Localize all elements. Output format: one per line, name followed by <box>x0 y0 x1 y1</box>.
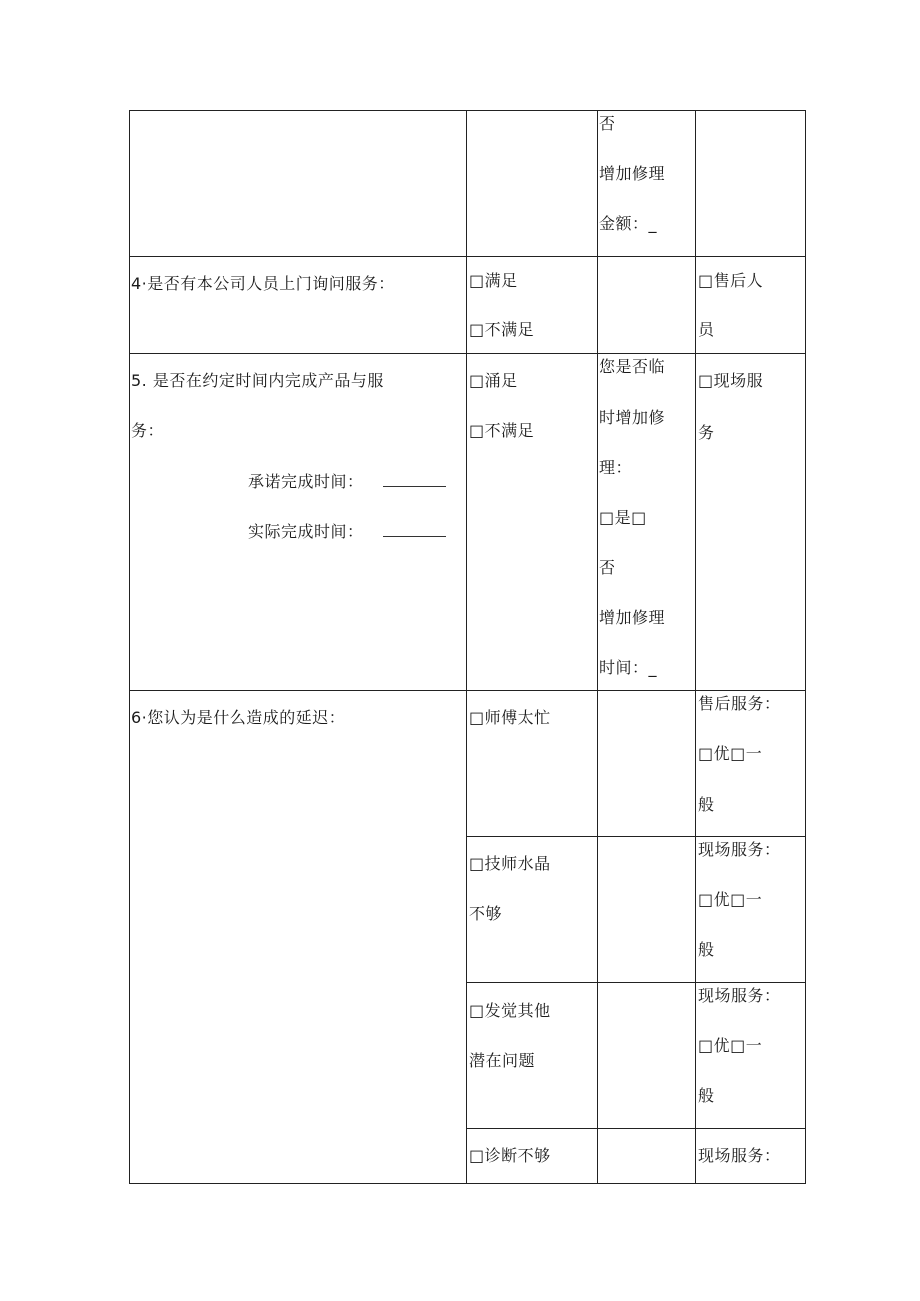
column-divider <box>597 110 598 1184</box>
subrow-divider <box>466 982 806 983</box>
table-border-bottom <box>129 1183 806 1184</box>
cell-text: 理： <box>599 458 633 477</box>
cell-text: 时增加修 <box>599 408 666 427</box>
cell-text: 务 <box>698 423 715 442</box>
cell-text: 否 <box>599 558 616 577</box>
table-border-right <box>805 110 806 1184</box>
rating-options[interactable]: □优□一 <box>698 890 763 909</box>
option-reason[interactable]: □师傅太忙 <box>469 708 551 727</box>
option-yes-no[interactable]: □是□ <box>599 508 647 527</box>
row-divider <box>129 690 806 691</box>
question-5-cont: 务： <box>131 421 165 440</box>
cell-text: 般 <box>698 940 715 959</box>
option-satisfied[interactable]: □涌足 <box>469 371 518 390</box>
promised-time-label: 承诺完成时间： <box>248 472 364 491</box>
cell-text: 不够 <box>469 904 503 923</box>
cell-text: 售后服务： <box>698 694 781 713</box>
cell-text: 潜在问题 <box>469 1051 536 1070</box>
question-4: 4·是否有本公司人员上门询问服务： <box>131 274 395 293</box>
cell-text: 员 <box>698 320 715 339</box>
subrow-divider <box>466 836 806 837</box>
question-5: 5. 是否在约定时间内完成产品与服 <box>131 371 384 390</box>
promised-time-field[interactable] <box>383 472 446 492</box>
option-reason[interactable]: □诊断不够 <box>469 1146 551 1165</box>
table-border-left <box>129 110 130 1184</box>
cell-text: 否 <box>599 114 616 133</box>
option-aftersales-staff[interactable]: □售后人 <box>698 271 764 290</box>
cell-text: 金额：_ <box>599 214 658 233</box>
option-unsatisfied[interactable]: □不满足 <box>469 320 535 339</box>
cell-text: 现场服务： <box>698 986 781 1005</box>
option-reason[interactable]: □发觉其他 <box>469 1001 551 1020</box>
option-onsite-service[interactable]: □现场服 <box>698 371 764 390</box>
cell-text: 您是否临 <box>599 357 666 376</box>
column-divider <box>695 110 696 1184</box>
option-reason[interactable]: □技师水晶 <box>469 854 551 873</box>
question-6: 6·您认为是什么造成的延迟： <box>131 708 346 727</box>
actual-time-label: 实际完成时间： <box>248 522 364 541</box>
cell-text: 般 <box>698 1086 715 1105</box>
actual-time-field[interactable] <box>383 522 446 542</box>
column-divider <box>466 110 467 1184</box>
table-border-top <box>129 110 806 111</box>
cell-text: 般 <box>698 795 715 814</box>
cell-text: 时间：_ <box>599 658 658 677</box>
row-divider <box>129 353 806 354</box>
cell-text: 增加修理 <box>599 608 666 627</box>
rating-options[interactable]: □优□一 <box>698 1036 763 1055</box>
cell-text: 现场服务： <box>698 840 781 859</box>
cell-text: 增加修理 <box>599 164 666 183</box>
option-satisfied[interactable]: □满足 <box>469 271 518 290</box>
row-divider <box>129 256 806 257</box>
subrow-divider <box>466 1128 806 1129</box>
cell-text: 现场服务： <box>698 1146 781 1165</box>
rating-options[interactable]: □优□一 <box>698 744 763 763</box>
option-unsatisfied[interactable]: □不满足 <box>469 421 535 440</box>
